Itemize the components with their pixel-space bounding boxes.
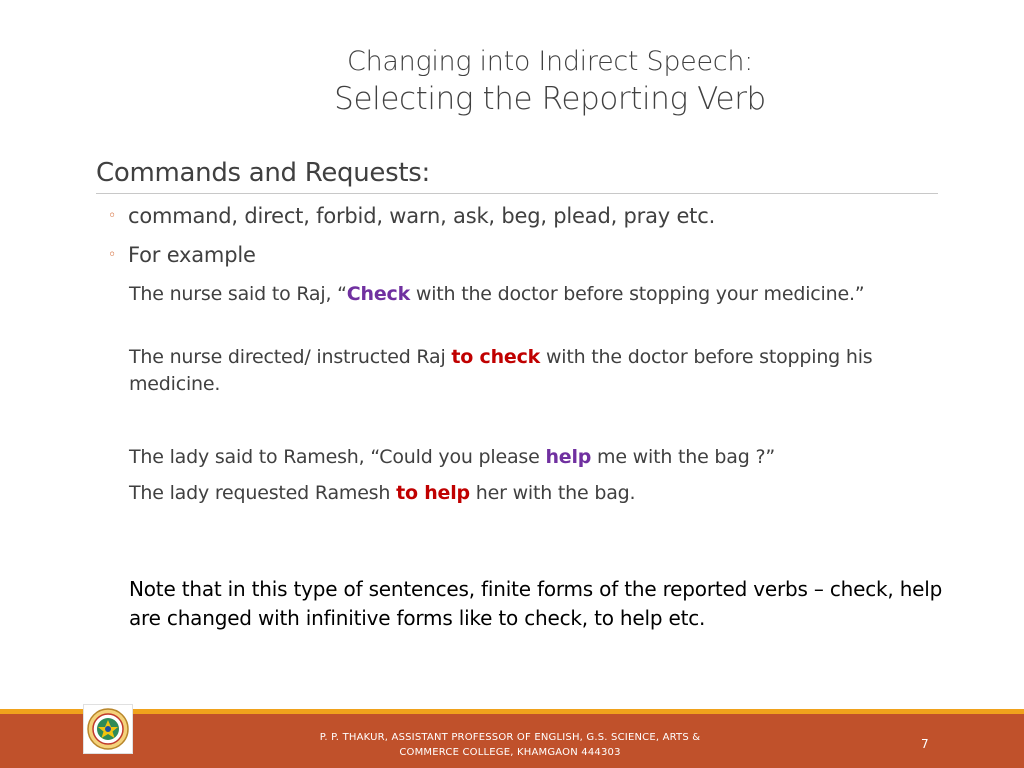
footer-credit-line1: P. P. THAKUR, ASSISTANT PROFESSOR OF ENGLISH, G.S. SCIENCE, ARTS & (319, 732, 701, 743)
example-text: her with the bag. (469, 482, 636, 504)
keyword-highlight: Check (346, 283, 411, 305)
keyword-highlight: help (545, 446, 592, 468)
bullet-item-example (108, 243, 256, 267)
note-text: Note that in this type of sentences, finite forms of the reported verbs – check, help are changed with infinitive forms like to check, to help etc. (129, 577, 943, 630)
example-text: me with the bag ?” (591, 446, 775, 468)
bullet-item-verbs (108, 204, 715, 228)
section-heading: Commands and Requests: (96, 158, 430, 188)
keyword-highlight: to check (451, 346, 541, 368)
heading-divider (96, 193, 938, 194)
example-indirect-command (129, 344, 929, 398)
example-indirect-request (129, 480, 929, 507)
bullet-icon: ◦ (108, 247, 117, 263)
keyword-highlight: to help (396, 482, 470, 504)
bullet-text: command, direct, forbid, warn, ask, beg, plead, pray etc. (128, 204, 716, 228)
slide-title (300, 44, 800, 118)
example-text: The lady requested Ramesh (129, 482, 397, 504)
college-emblem-icon (84, 705, 132, 753)
page-number: 7 (921, 737, 929, 751)
slide-title-line1: Changing into Indirect Speech: (347, 46, 753, 77)
bullet-text: For example (128, 243, 256, 267)
example-direct-command (129, 281, 929, 308)
example-text: The nurse directed/ instructed Raj (129, 346, 452, 368)
college-logo (83, 704, 133, 754)
footer-credit (300, 730, 720, 760)
slide-title-line2: Selecting the Reporting Verb (334, 81, 766, 117)
example-direct-request (129, 444, 929, 471)
example-text: with the doctor before stopping your medicine.” (410, 283, 865, 305)
bullet-icon: ◦ (108, 208, 117, 224)
example-text: The nurse said to Raj, “ (129, 283, 347, 305)
example-text: with the doctor before stopping his medicine. (129, 346, 873, 395)
example-text: The lady said to Ramesh, “Could you please (129, 446, 546, 468)
footer-credit-line2: COMMERCE COLLEGE, KHAMGAON 444303 (399, 747, 621, 758)
